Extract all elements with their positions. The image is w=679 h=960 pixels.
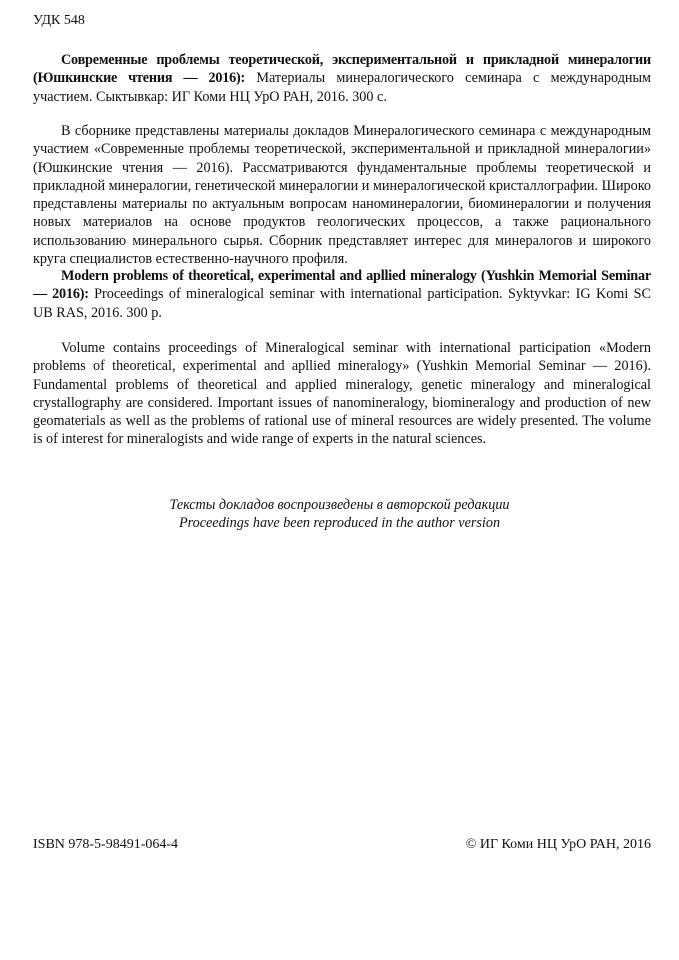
russian-abstract bbox=[33, 122, 651, 268]
russian-bibliographic-record bbox=[33, 51, 651, 106]
english-abstract bbox=[33, 339, 651, 449]
editorial-note-english: Proceedings have been reproduced in the author version bbox=[178, 515, 501, 531]
copyright-notice: © ИГ Коми НЦ УрО РАН, 2016 bbox=[465, 837, 651, 852]
udk-code: УДК 548 bbox=[33, 13, 85, 28]
english-bibliographic-record bbox=[33, 267, 651, 322]
editorial-note-russian: Тексты докладов воспроизведены в авторской редакции bbox=[169, 497, 510, 513]
russian-publication-details: Материалы минералогического семинара с международным участием. Сыктывкар: ИГ Коми НЦ УрО РАН, 2016. 300 с. bbox=[33, 70, 652, 105]
english-abstract-text: Volume contains proceedings of Mineralogical seminar with international participation «Modern problems of theoretical, experimental and apllied mineralogy» (Yushkin Memorial Seminar — 2016). Fundamental problems of theoretical and applied mineralogy, genetic mineralogy and mineralogical crystallography are considered. Important issues of nanomineralogy, biomineralogy and production of new geomaterials as well as the problems of rational use of mineral resources are widely presented. The volume is of interest for mineralogists and wide range of experts in the natural sciences. bbox=[33, 340, 651, 448]
russian-book-title: Современные проблемы теоретической, экспериментальной и прикладной минералогии (Юшкинские чтения — 2016): bbox=[33, 52, 651, 87]
english-publication-details: Proceedings of mineralogical seminar with international participation. Syktyvkar: IG Komi SC UB RAS, 2016. 300 p. bbox=[33, 286, 651, 321]
editorial-note bbox=[0, 496, 679, 532]
isbn: ISBN 978-5-98491-064-4 bbox=[33, 837, 179, 852]
russian-abstract-text: В сборнике представлены материалы докладов Минералогического семинара с международным участием «Современные проблемы теоретической, экспериментальной и прикладной минералогии» (Юшкинские чтения — 2016). Рассматриваются фундаментальные проблемы теоретической и прикладной минералогии, генетической минералогии и минералогической кристаллографии. Широко представлены материалы по актуальным вопросам наноминералогии, биоминералогии и получения новых материалов на основе продуктов геологических процессов, а также рационального использованию минерального сырья. Сборник представляет интерес для минералогов и широкого круга специалистов естественно-научного профиля. bbox=[33, 123, 651, 268]
english-book-title: Modern problems of theoretical, experimental and apllied mineralogy (Yushkin Memorial Seminar — 2016): bbox=[33, 268, 651, 303]
